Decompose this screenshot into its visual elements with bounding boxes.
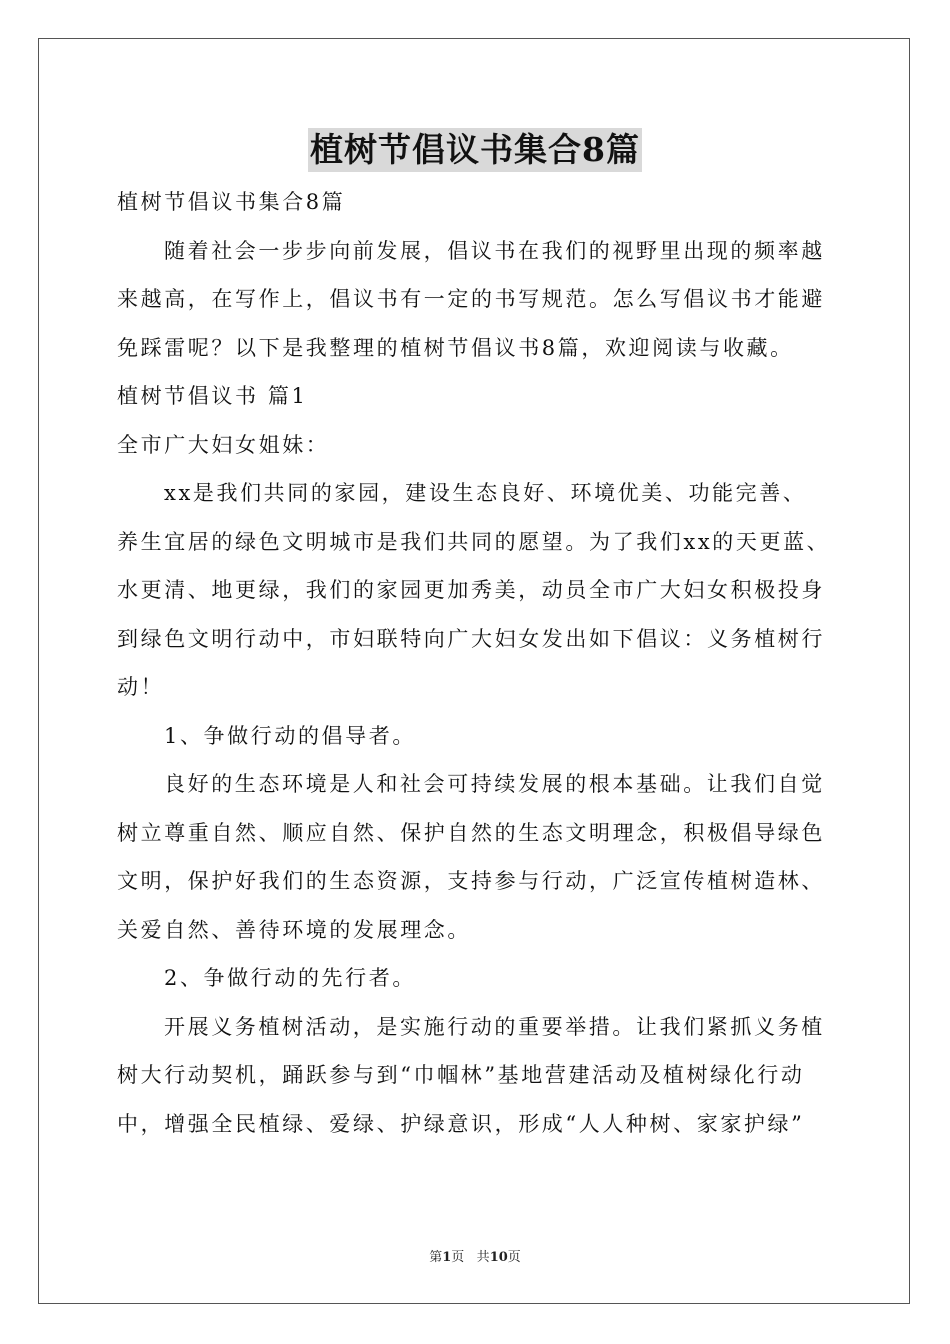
text-line: 良好的生态环境是人和社会可持续发展的根本基础。让我们自觉 xyxy=(164,772,825,796)
text-line: 植树节倡议书 篇1 xyxy=(117,384,308,408)
text-line: 动！ xyxy=(117,675,165,699)
text-line: 树立尊重自然、顺应自然、保护自然的生态文明理念，积极倡导绿色 xyxy=(117,820,825,845)
page-number-prefix: 第 xyxy=(429,1250,443,1265)
page-footer xyxy=(0,1246,950,1265)
text-line: 来越高，在写作上，倡议书有一定的书写规范。怎么写倡议书才能避 xyxy=(117,287,825,311)
text-line: 养生宜居的绿色文明城市是我们共同的愿望。为了我们xx的天更蓝、 xyxy=(117,529,831,554)
page-number-unit: 页 xyxy=(451,1250,465,1265)
text-line: 文明，保护好我们的生态资源，支持参与行动，广泛宣传植树造林、 xyxy=(117,869,825,893)
page-total-count: 10 xyxy=(489,1250,508,1265)
text-line: 免踩雷呢？以下是我整理的植树节倡议书8篇，欢迎阅读与收藏。 xyxy=(117,335,794,360)
document-body xyxy=(117,178,842,1148)
text-line: 全市广大妇女姐妹： xyxy=(117,432,330,457)
text-line: 2、争做行动的先行者。 xyxy=(164,966,416,990)
document-title-text: 植树节倡议书集合8篇 xyxy=(308,128,642,172)
text-line: 树大行动契机，踊跃参与到“巾帼林”基地营建活动及植树绿化行动 xyxy=(117,1063,805,1087)
document-title xyxy=(0,128,950,172)
text-line: 1、争做行动的倡导者。 xyxy=(164,723,416,748)
page-total-prefix: 共 xyxy=(476,1250,490,1265)
page-number-current: 1 xyxy=(442,1250,452,1265)
text-line: 随着社会一步步向前发展，倡议书在我们的视野里出现的频率越 xyxy=(164,238,825,263)
text-line: 植树节倡议书集合8篇 xyxy=(117,190,346,214)
text-line: 到绿色文明行动中，市妇联特向广大妇女发出如下倡议：义务植树行 xyxy=(117,626,825,651)
text-line: 开展义务植树活动，是实施行动的重要举措。让我们紧抓义务植 xyxy=(164,1014,825,1039)
text-line: 关爱自然、善待环境的发展理念。 xyxy=(117,917,471,942)
text-line: 中，增强全民植绿、爱绿、护绿意识，形成“人人种树、家家护绿” xyxy=(117,1111,805,1136)
text-line: 水更清、地更绿，我们的家园更加秀美，动员全市广大妇女积极投身 xyxy=(117,578,825,602)
page-total-unit: 页 xyxy=(507,1250,521,1265)
text-line: xx是我们共同的家园，建设生态良好、环境优美、功能完善、 xyxy=(164,481,807,505)
